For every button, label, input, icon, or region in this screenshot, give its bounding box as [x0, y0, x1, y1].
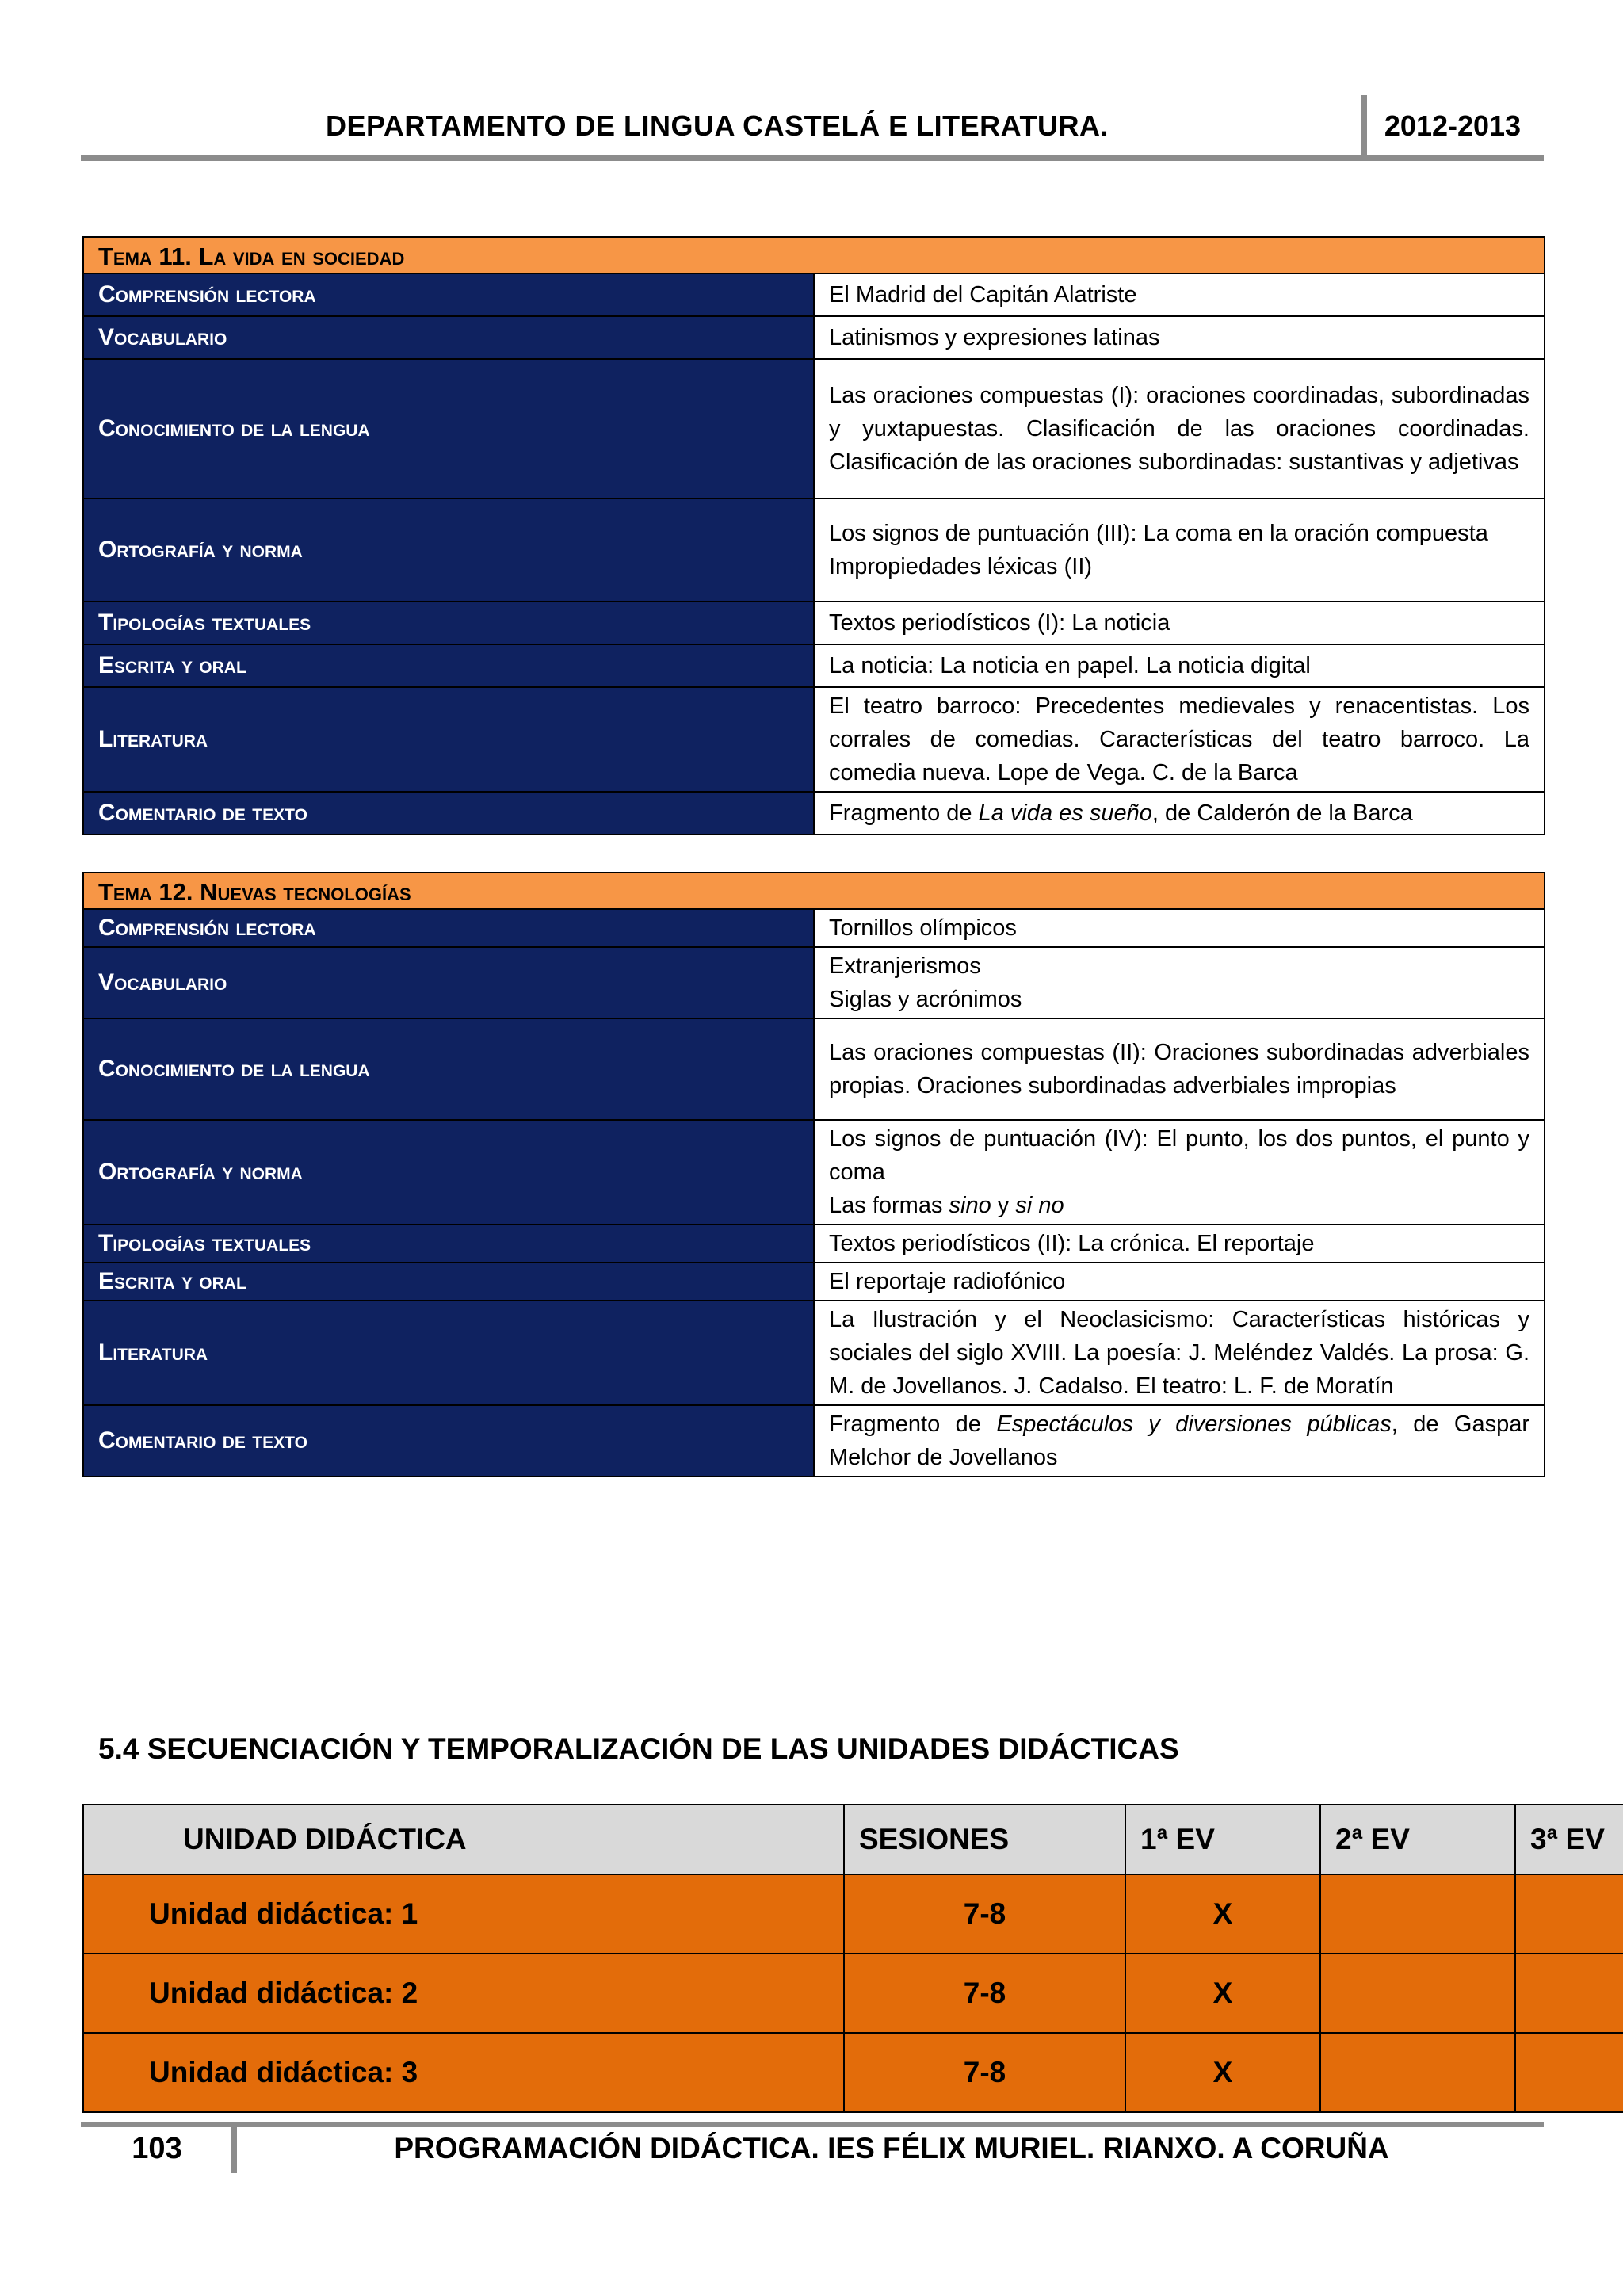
row-value: La noticia: La noticia en papel. La noticia digital — [814, 644, 1545, 687]
tema-11-title: La vida en sociedad — [191, 243, 405, 270]
row-value: Tornillos olímpicos — [814, 909, 1545, 947]
row-label: Vocabulario — [83, 316, 814, 359]
section-title: 5.4 SECUENCIACIÓN Y TEMPORALIZACIÓN DE LAS UNIDADES DIDÁCTICAS — [98, 1733, 1179, 1765]
tema-11-heading — [83, 237, 1545, 273]
sequence-header-row — [83, 1805, 1623, 1874]
tema-12-number: Tema 12. — [98, 878, 193, 906]
col-header-ev2: 2ª EV — [1320, 1805, 1515, 1874]
ev2-cell — [1320, 1874, 1515, 1954]
sessions-cell: 7-8 — [844, 1874, 1125, 1954]
ev3-cell — [1515, 1874, 1623, 1954]
row-label: Escrita y oral — [83, 1263, 814, 1301]
ev1-cell: X — [1125, 2033, 1320, 2112]
sequence-table — [82, 1804, 1623, 2113]
ev2-cell — [1320, 2033, 1515, 2112]
unit-cell: Unidad didáctica: 2 — [83, 1954, 844, 2033]
value-text: Fragmento de — [829, 800, 979, 826]
row-label: Conocimiento de la lengua — [83, 359, 814, 499]
row-label: Escrita y oral — [83, 644, 814, 687]
row-value: Las oraciones compuestas (II): Oraciones subordinadas adverbiales propias. Oraciones subordinadas adverbiales impropias — [814, 1018, 1545, 1120]
work-title: La vida es sueño — [978, 800, 1152, 826]
row-value: La Ilustración y el Neoclasicismo: Características históricas y sociales del siglo XVIII. La poesía: J. Meléndez Valdés. La prosa: G. M. de Jovellanos. J. Cadalso. El teatro: L. F. de Moratín — [814, 1301, 1545, 1405]
ev1-cell: X — [1125, 1874, 1320, 1954]
value-text: y — [991, 1193, 1016, 1218]
footer-rule — [81, 2122, 1544, 2127]
row-value — [814, 1120, 1545, 1224]
row-label: Ortografía y norma — [83, 1120, 814, 1224]
ev3-cell — [1515, 2033, 1623, 2112]
tema-12-heading — [83, 873, 1545, 909]
value-text: , de Gaspar Melchor de Jovellanos — [829, 1412, 1529, 1470]
row-label: Comprensión lectora — [83, 909, 814, 947]
row-value-line: Siglas y acrónimos — [829, 987, 1022, 1012]
row-label: Comentario de texto — [83, 1405, 814, 1477]
row-value — [814, 792, 1545, 835]
row-value-line: Los signos de puntuación (III): La coma en la oración compuesta — [829, 521, 1488, 546]
value-text: , de Calderón de la Barca — [1151, 800, 1413, 826]
row-value: El Madrid del Capitán Alatriste — [814, 273, 1545, 316]
row-value — [814, 947, 1545, 1018]
row-label: Comentario de texto — [83, 792, 814, 835]
row-label: Tipologías textuales — [83, 1224, 814, 1263]
ev2-cell — [1320, 1954, 1515, 2033]
row-value: Latinismos y expresiones latinas — [814, 316, 1545, 359]
unit-cell: Unidad didáctica: 3 — [83, 2033, 844, 2112]
tema-12-title: Nuevas tecnologías — [193, 878, 411, 906]
header-title: DEPARTAMENTO DE LINGUA CASTELÁ E LITERATURA. — [326, 109, 1109, 142]
row-value: Textos periodísticos (I): La noticia — [814, 602, 1545, 644]
ev1-cell: X — [1125, 1954, 1320, 2033]
col-header-ev3: 3ª EV — [1515, 1805, 1623, 1874]
table-row — [83, 2033, 1623, 2112]
row-label: Conocimiento de la lengua — [83, 1018, 814, 1120]
header-year: 2012-2013 — [1384, 109, 1522, 142]
row-value-line — [829, 1189, 1529, 1222]
footer-text: PROGRAMACIÓN DIDÁCTICA. IES FÉLIX MURIEL. RIANXO. A CORUÑA — [394, 2132, 1389, 2164]
row-value: El reportaje radiofónico — [814, 1263, 1545, 1301]
row-value: El teatro barroco: Precedentes medievales y renacentistas. Los corrales de comedias. Características del teatro barroco. La comedia nueva. Lope de Vega. C. de la Barca — [814, 687, 1545, 792]
value-emphasis: sino — [949, 1193, 991, 1218]
tema-11-table — [82, 236, 1545, 835]
row-value-line: Los signos de puntuación (IV): El punto, los dos puntos, el punto y coma — [829, 1126, 1529, 1185]
row-value-line: Impropiedades léxicas (II) — [829, 554, 1093, 579]
sessions-cell: 7-8 — [844, 1954, 1125, 2033]
value-text: Fragmento de — [829, 1412, 997, 1437]
footer-divider — [231, 2124, 237, 2173]
row-label: Tipologías textuales — [83, 602, 814, 644]
row-value: Las oraciones compuestas (I): oraciones coordinadas, subordinadas y yuxtapuestas. Clasificación de las oraciones coordinadas. Clasificación de las oraciones subordinadas: sustantivas y adjetivas — [814, 359, 1545, 499]
col-header-ev1: 1ª EV — [1125, 1805, 1320, 1874]
value-emphasis: si no — [1015, 1193, 1064, 1218]
col-header-unit: UNIDAD DIDÁCTICA — [83, 1805, 844, 1874]
header-rule — [81, 155, 1544, 161]
col-header-sessions: SESIONES — [844, 1805, 1125, 1874]
sessions-cell: 7-8 — [844, 2033, 1125, 2112]
row-label: Ortografía y norma — [83, 499, 814, 602]
row-label: Literatura — [83, 687, 814, 792]
work-title: Espectáculos y diversiones públicas — [996, 1412, 1392, 1437]
row-label: Literatura — [83, 1301, 814, 1405]
tema-12-table — [82, 872, 1545, 1477]
row-label: Comprensión lectora — [83, 273, 814, 316]
table-row — [83, 1954, 1623, 2033]
tema-11-number: Tema 11. — [98, 243, 192, 270]
row-label: Vocabulario — [83, 947, 814, 1018]
row-value: Textos periodísticos (II): La crónica. El reportaje — [814, 1224, 1545, 1263]
ev3-cell — [1515, 1954, 1623, 2033]
value-text: Las formas — [829, 1193, 949, 1218]
page-number: 103 — [132, 2132, 182, 2165]
table-row — [83, 1874, 1623, 1954]
row-value — [814, 499, 1545, 602]
row-value — [814, 1405, 1545, 1477]
unit-cell: Unidad didáctica: 1 — [83, 1874, 844, 1954]
row-value-line: Extranjerismos — [829, 953, 981, 979]
